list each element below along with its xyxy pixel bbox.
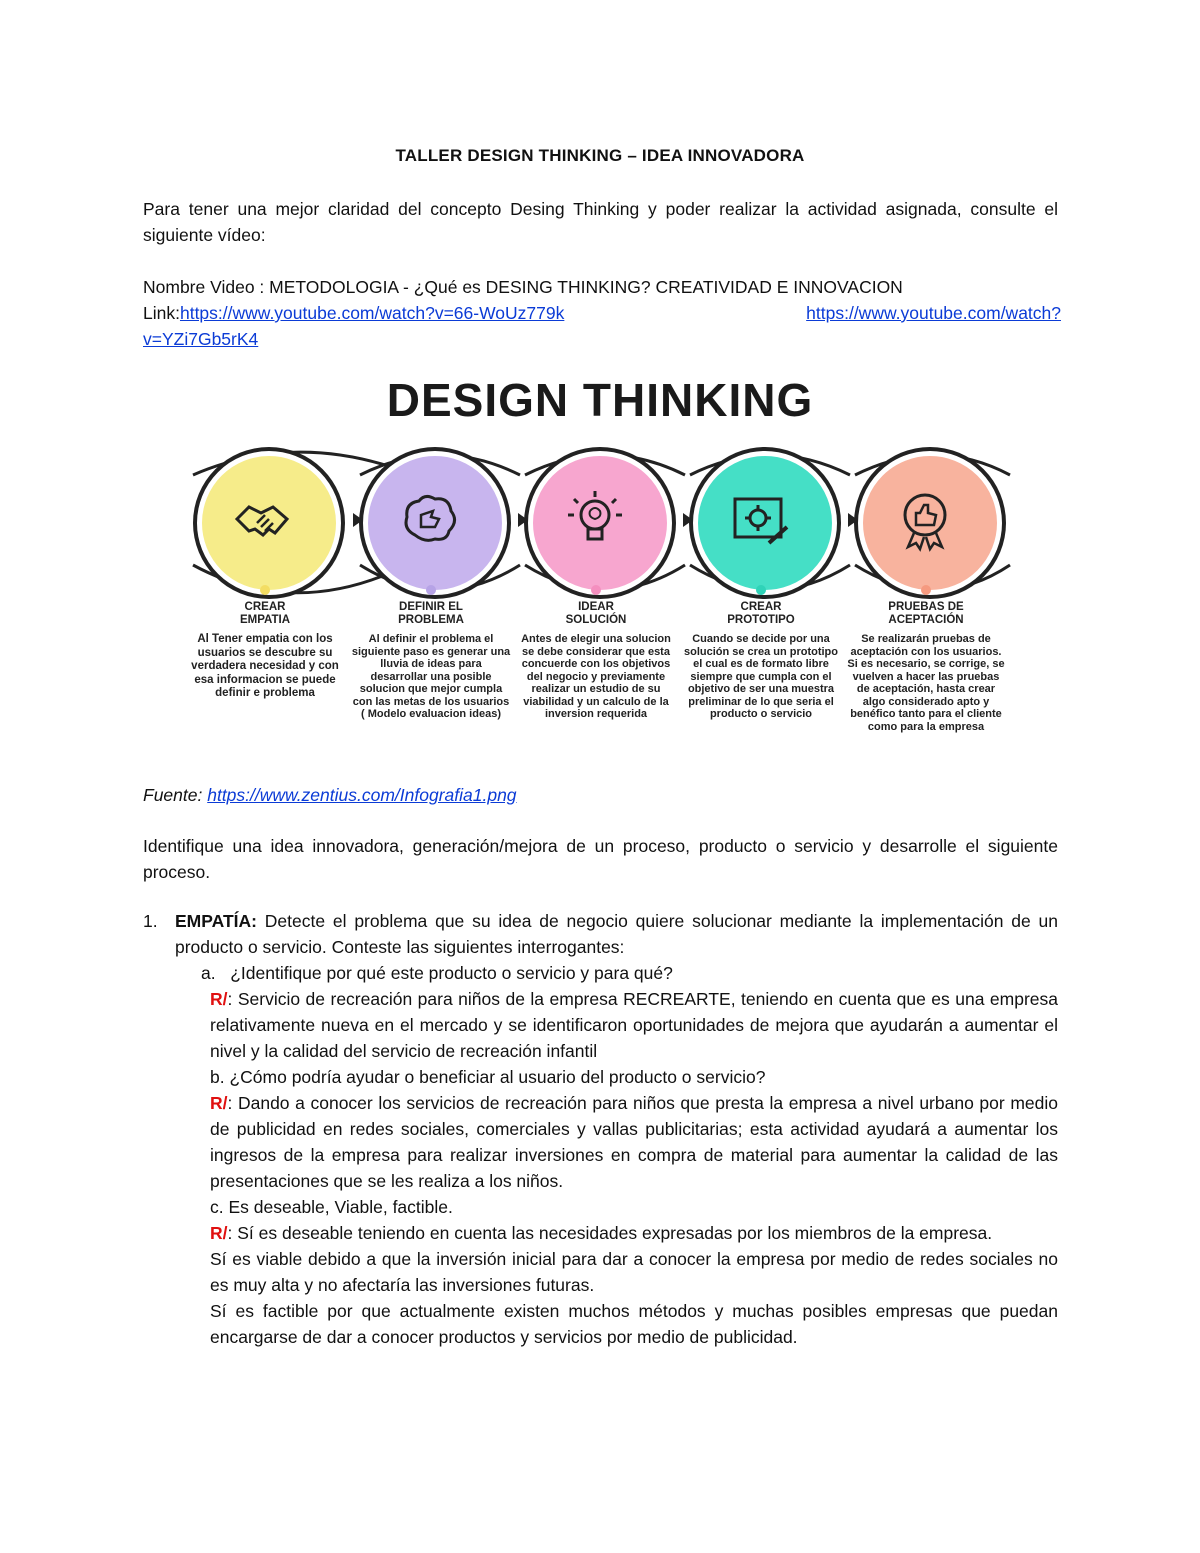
answer-marker: R/ xyxy=(210,989,228,1009)
links-row xyxy=(143,300,1061,326)
document-title: TALLER DESIGN THINKING – IDEA INNOVADORA xyxy=(395,146,805,165)
step-dot xyxy=(756,585,766,595)
answer-c-factible: Sí es factible por que actualmente existen muchos métodos y muchas posibles empresas que puedan encargarse de dar a conocer productos y servicios por medio de publicidad. xyxy=(210,1301,1058,1347)
step-text: Al Tener empatia con los usuarios se descubre su verdadera necesidad y con esa informacion se puede definir e problema xyxy=(191,633,339,699)
answer-b-text: : Dando a conocer los servicios de recreación para niños que presta la empresa a nivel urbano por medio de publicidad en redes sociales, comerciales y vallas publicitarias; esta actividad ayudará a aumentar los ingresos de la empresa para realizar inversiones en compra de material para aumentar la calidad de las presentaciones que se les realiza a los niños. xyxy=(210,1093,1058,1191)
step-title: CREAR EMPATIA xyxy=(239,601,291,626)
video-link-1[interactable]: https://www.youtube.com/watch?v=66-WoUz779k xyxy=(179,303,565,323)
answer-a-text: : Servicio de recreación para niños de la empresa RECREARTE, teniendo en cuenta que es una empresa relativamente nueva en el mercado y se identificaron oportunidades de mejora que ayudarán a aumentar el nivel y la calidad del servicio de recreación infantil xyxy=(210,989,1058,1061)
question-c: c. Es deseable, Viable, factible. xyxy=(210,1197,453,1217)
fuente-label: Fuente: xyxy=(143,785,208,805)
step-dot xyxy=(591,585,601,595)
question-a-text: ¿Identifique por qué este producto o servicio y para qué? xyxy=(230,963,673,983)
question-a xyxy=(201,960,1058,986)
links-row-2 xyxy=(143,326,1061,352)
fuente-link[interactable]: https://www.zentius.com/Infografia1.png xyxy=(207,785,517,805)
section-heading: EMPATÍA: xyxy=(175,911,257,931)
blueprint-gear-icon xyxy=(725,485,795,555)
question-a-label: a. xyxy=(201,963,216,983)
step-text: Antes de elegir una solucion se debe considerar que esta concuerde con los objetivos del negocio y previamente realizar un estudio de su viabilidad y un calculo de la inversion requerida xyxy=(521,633,671,720)
handshake-icon xyxy=(229,485,299,555)
answer-marker: R/ xyxy=(210,1093,228,1113)
step-dot xyxy=(921,585,931,595)
fuente-line xyxy=(143,782,1058,808)
identifique-paragraph: Identifique una idea innovadora, generación/mejora de un proceso, producto o servicio y desarrolle el siguiente proceso. xyxy=(143,836,1058,882)
answer-a xyxy=(210,986,1058,1064)
answer-marker: R/ xyxy=(210,1223,228,1243)
intro-paragraph: Para tener una mejor claridad del concepto Desing Thinking y poder realizar la actividad asignada, consulte el siguiente vídeo: xyxy=(143,199,1058,245)
answer-c-text: : Sí es deseable teniendo en cuenta las necesidades expresadas por los miembros de la empresa. xyxy=(227,1223,993,1243)
answer-c-viable: Sí es viable debido a que la inversión inicial para dar a conocer la empresa por medio de redes sociales no es muy alta y no afectaría las inversiones futuras. xyxy=(210,1249,1058,1295)
question-b: b. ¿Cómo podría ayudar o beneficiar al usuario del producto o servicio? xyxy=(210,1067,766,1087)
video-name-line: Nombre Video : METODOLOGIA - ¿Qué es DESING THINKING? CREATIVIDAD E INNOVACION xyxy=(143,277,903,297)
step-title: CREAR PROTOTIPO xyxy=(727,601,795,626)
list-number: 1. xyxy=(143,911,158,931)
step-dot xyxy=(426,585,436,595)
lightbulb-icon xyxy=(560,485,630,555)
step-title: IDEAR SOLUCIÓN xyxy=(565,601,627,626)
video-link-2[interactable]: https://www.youtube.com/watch? xyxy=(806,303,1061,323)
thumbs-up-badge-icon xyxy=(890,485,960,555)
answer-b xyxy=(210,1090,1058,1194)
step-text: Al definir el problema el siguiente paso es generar una lluvia de ideas para desarrollar una posible solucion que mejor cumpla con las metas de los usuarios ( Modelo evaluacion ideas) xyxy=(351,633,511,720)
step-title: DEFINIR EL PROBLEMA xyxy=(398,601,464,626)
step-title: PRUEBAS DE ACEPTACIÓN xyxy=(888,601,964,626)
infographic-title: DESIGN THINKING xyxy=(386,374,814,426)
step-dot xyxy=(260,585,270,595)
step-text: Se realizarán pruebas de aceptación con los usuarios. Si es necesario, se corrige, se vuelven a hacer las pruebas de aceptación, hasta crear algo considerado apto y benéfico tanto para el cliente como para la empresa xyxy=(847,633,1005,733)
video-link-2-cont[interactable]: v=YZi7Gb5rK4 xyxy=(143,329,259,349)
section-empatia xyxy=(143,908,1058,1350)
section-body xyxy=(175,908,1058,1350)
link-prefix: Link: xyxy=(143,303,180,323)
answer-c xyxy=(210,1220,1058,1246)
brain-like-icon xyxy=(395,485,465,555)
design-thinking-infographic xyxy=(185,365,1015,765)
step-text: Cuando se decide por una solución se crea un prototipo el cual es de formato libre siempre que cumpla con el objetivo de ser una muestra preliminar de lo que seria el producto o servicio xyxy=(683,633,839,720)
section-heading-text: Detecte el problema que su idea de negocio quiere solucionar mediante la implementación de un producto o servicio. Conteste las siguientes interrogantes: xyxy=(175,911,1058,957)
